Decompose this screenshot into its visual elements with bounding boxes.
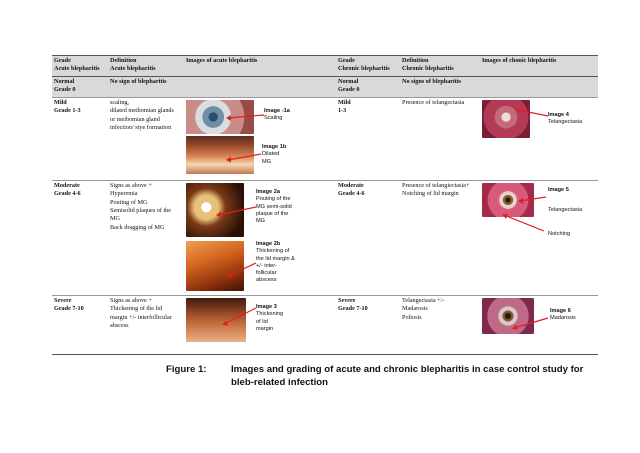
header-images-acute: Images of acute blepharitis [184, 56, 336, 77]
severe-definition-chronic: Telangectasia +/- Madarosis Poliosis [400, 296, 480, 355]
mild-images-chronic [480, 98, 598, 181]
mild-grade-acute: Mild Grade 1-3 [52, 98, 108, 181]
moderate-grade-chronic: Moderate Grade 4-6 [336, 181, 400, 296]
figure-caption-text: Images and grading of acute and chronic blepharitis in case control study for bleb-related infection [231, 364, 584, 388]
normal-definition-chronic: No signs of blepharitis [400, 77, 598, 98]
table-row-moderate [52, 181, 598, 296]
severe-images-chronic [480, 296, 598, 355]
image-5-caption-telangectasia: Telangectasia [548, 207, 583, 213]
image-4-caption: Image 4 Telangectasia [548, 112, 583, 126]
arrow-5 [480, 181, 598, 293]
image-1b-caption: Image 1b Dilated MG [262, 144, 287, 165]
severe-images-acute [184, 296, 336, 355]
moderate-grade-acute: Moderate Grade 4-6 [52, 181, 108, 296]
normal-definition-acute: No sign of blepharitis [108, 77, 336, 98]
mild-images-acute [184, 98, 336, 181]
blepharitis-grading-table [52, 55, 598, 355]
header-definition-acute: Definition Acute blepharitis [108, 56, 184, 77]
header-grade-chronic: Grade Chronic blepharitis [336, 56, 400, 77]
mild-definition-chronic: Presence of telangectasia [400, 98, 480, 181]
arrow-2 [184, 181, 336, 293]
table-header-row [52, 56, 598, 77]
table-row-normal [52, 77, 598, 98]
image-5-caption-notching: Notching [548, 231, 571, 237]
arrow-3 [184, 296, 336, 352]
arrow-6 [480, 296, 598, 352]
normal-grade-acute: Normal Grade 0 [52, 77, 108, 98]
arrow-4 [480, 98, 598, 178]
normal-grade-chronic: Normal Grade 0 [336, 77, 400, 98]
image-3-caption: Image 3 Thickening of lid margin [256, 304, 284, 332]
header-grade-acute: Grade Acute blepharitis [52, 56, 108, 77]
image-2a-caption: Image 2a Pouting of the MG semi-solid plaque of the MG [256, 189, 292, 225]
figure-label: Figure 1: [166, 364, 207, 375]
moderate-images-chronic [480, 181, 598, 296]
mild-grade-chronic: Mild 1-3 [336, 98, 400, 181]
header-definition-chronic: Definition Chronic blepharitis [400, 56, 480, 77]
image-2b-caption: Image 2b Thickening of the lid margin & +/- inter- follicular abscess [256, 241, 295, 284]
moderate-definition-acute: Signs as above + Hyperemia Pouting of MG Semisolid plaques of the MG Back dragging of MG [108, 181, 184, 296]
image-5-caption: Image 5 [548, 187, 569, 193]
image-1a-caption: Image -1a Scaling [264, 108, 290, 122]
arrow-1a [184, 98, 336, 178]
severe-definition-acute: Signs as above + Thickening of the lid margin +/- interfollicular abscess [108, 296, 184, 355]
header-images-chronic: Images of chonic blepharitis [480, 56, 598, 77]
severe-grade-acute: Severe Grade 7-10 [52, 296, 108, 355]
table-row-severe [52, 296, 598, 355]
moderate-definition-chronic: Presence of telangiectasia+ Notching of lid margin [400, 181, 480, 296]
image-6-caption: Image 6 Madarosis [550, 308, 576, 322]
moderate-images-acute [184, 181, 336, 296]
table-row-mild [52, 98, 598, 181]
mild-definition-acute: scaling, dilated meibomian glands or meibomian gland infection/ stye formation [108, 98, 184, 181]
severe-grade-chronic: Severe Grade 7-10 [336, 296, 400, 355]
